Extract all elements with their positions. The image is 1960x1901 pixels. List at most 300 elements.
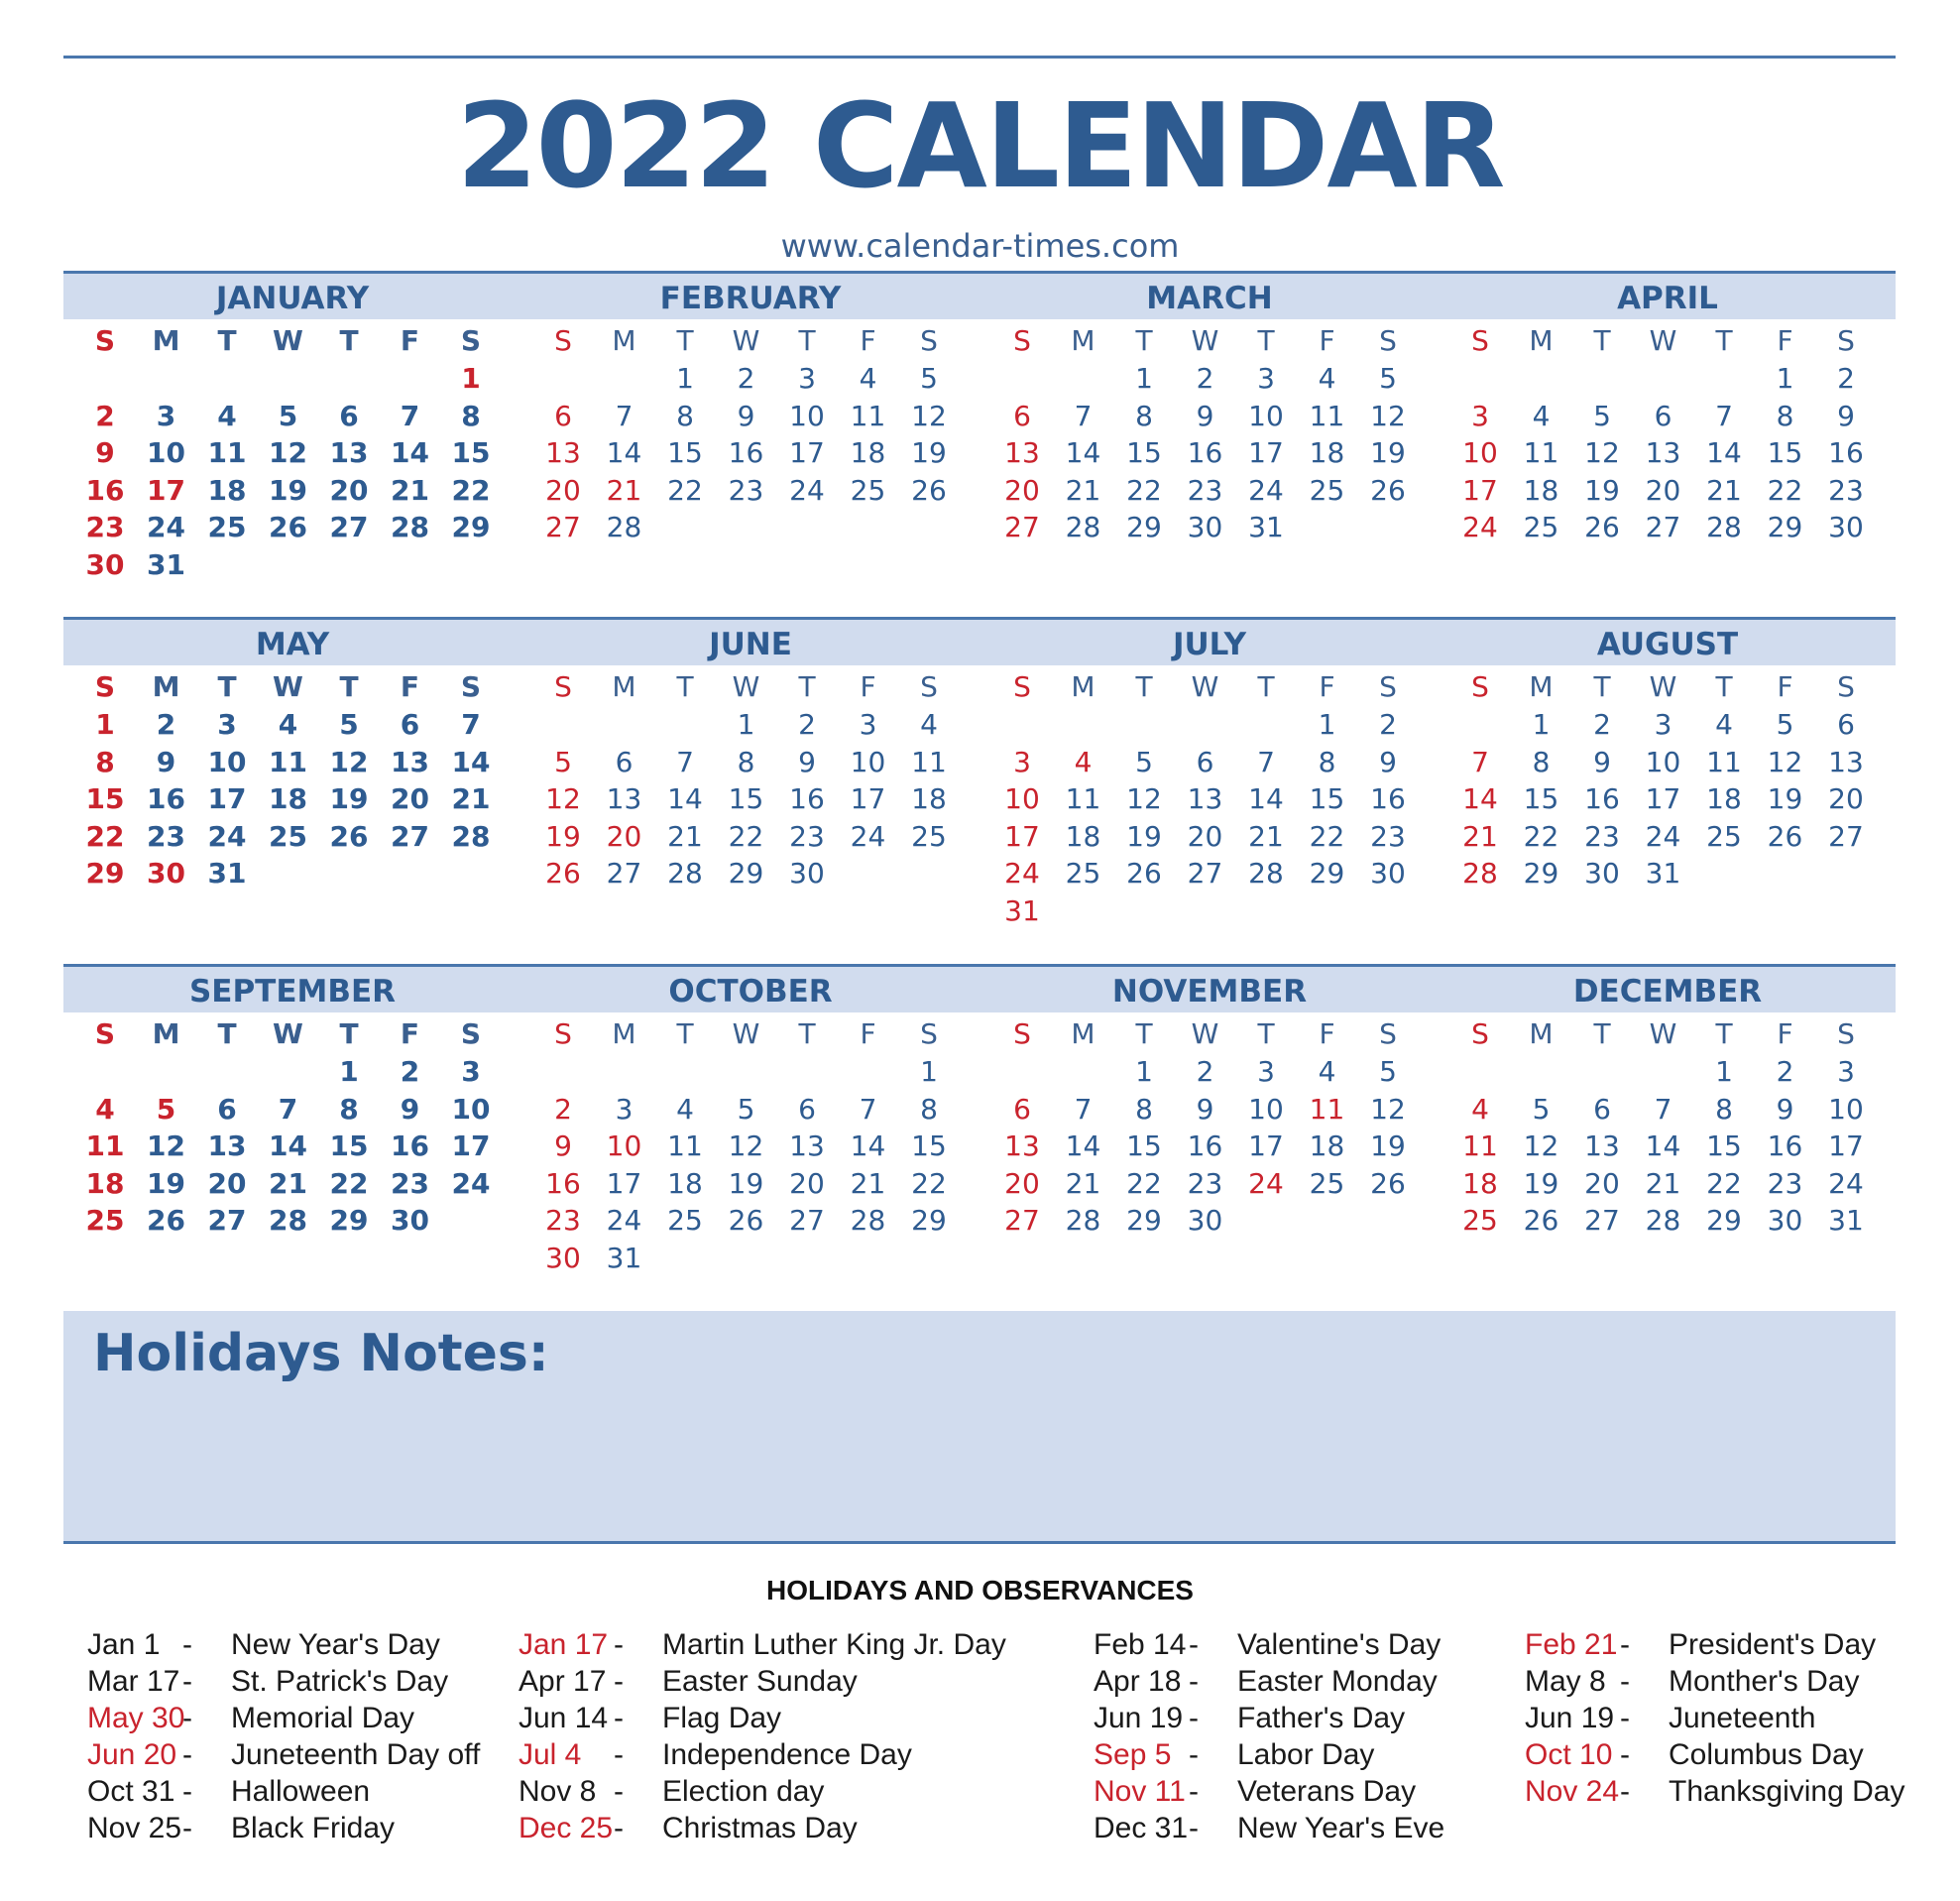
weekday-header: W — [732, 324, 760, 357]
holiday-date: Sep 5 — [1094, 1738, 1172, 1771]
weekday-header: T — [798, 1017, 816, 1050]
day-cell: 27 — [207, 1204, 247, 1238]
day-cell: 17 — [1248, 436, 1284, 470]
holiday-name: New Year's Day — [231, 1628, 440, 1661]
day-cell: 1 — [1715, 1055, 1733, 1088]
holiday-row — [519, 1773, 1034, 1810]
day-cell: 7 — [1257, 745, 1275, 778]
day-cell: 23 — [545, 1204, 581, 1238]
day-cell: 3 — [798, 362, 816, 395]
holiday-date: May 30 — [87, 1702, 185, 1734]
day-cell: 23 — [1370, 819, 1406, 853]
month-name: MAY — [255, 627, 330, 662]
day-cell: 2 — [1196, 1055, 1214, 1088]
holiday-date: Nov 24 — [1525, 1775, 1620, 1808]
day-cell: 11 — [850, 399, 886, 432]
day-cell: 26 — [1584, 511, 1620, 544]
day-cell: 28 — [606, 511, 642, 544]
weekday-header: M — [1071, 324, 1095, 357]
day-cell: 19 — [1370, 436, 1406, 470]
holiday-separator: - — [614, 1775, 624, 1808]
day-cell: 11 — [1065, 782, 1101, 816]
day-cell: 8 — [1776, 399, 1794, 432]
day-cell: 21 — [269, 1166, 307, 1200]
day-cell: 24 — [1828, 1166, 1864, 1200]
day-cell: 6 — [554, 399, 572, 432]
holiday-name: Monther's Day — [1669, 1665, 1860, 1698]
day-cell: 15 — [1767, 436, 1803, 470]
day-cell: 17 — [1828, 1129, 1864, 1163]
holidays-title: HOLIDAYS AND OBSERVANCES — [766, 1575, 1194, 1605]
day-cell: 13 — [1187, 782, 1223, 816]
weekday-header: F — [400, 1017, 420, 1050]
day-cell: 13 — [207, 1129, 247, 1163]
day-cell: 8 — [737, 745, 755, 778]
day-cell: 1 — [737, 708, 755, 741]
day-cell: 9 — [1776, 1092, 1794, 1126]
weekday-header: T — [1135, 670, 1153, 703]
month-name: MARCH — [1146, 281, 1273, 316]
day-cell: 4 — [920, 708, 938, 741]
day-cell: 22 — [1126, 473, 1162, 507]
day-cell: 24 — [789, 473, 825, 507]
day-cell: 19 — [269, 473, 307, 507]
day-cell: 1 — [676, 362, 694, 395]
holiday-row — [1094, 1810, 1609, 1846]
day-cell: 1 — [461, 362, 481, 395]
day-cell: 5 — [1379, 362, 1397, 395]
day-cell: 14 — [1706, 436, 1742, 470]
day-cell: 25 — [1523, 511, 1559, 544]
day-cell: 4 — [278, 708, 298, 741]
day-cell: 22 — [1523, 819, 1559, 853]
weekday-header: F — [1319, 324, 1335, 357]
holiday-separator: - — [1189, 1738, 1199, 1771]
holiday-separator: - — [614, 1665, 624, 1698]
weekday-header: W — [273, 1017, 303, 1050]
day-cell: 30 — [1767, 1204, 1803, 1238]
page-title: 2022 CALENDAR — [456, 77, 1504, 214]
day-cell: 12 — [911, 399, 947, 432]
day-cell: 20 — [606, 819, 642, 853]
weekday-header: W — [732, 1017, 760, 1050]
weekday-header: T — [339, 670, 359, 703]
holiday-date: Jan 1 — [87, 1628, 161, 1661]
day-cell: 8 — [95, 745, 115, 778]
day-cell: 2 — [1776, 1055, 1794, 1088]
day-cell: 21 — [1065, 473, 1101, 507]
day-cell: 18 — [911, 782, 947, 816]
day-cell: 25 — [1706, 819, 1742, 853]
holiday-date: Oct 10 — [1525, 1738, 1613, 1771]
day-cell: 14 — [1065, 436, 1101, 470]
day-cell: 18 — [1706, 782, 1742, 816]
weekday-header: S — [94, 1017, 116, 1050]
day-cell: 27 — [329, 511, 369, 544]
weekday-header: T — [1593, 670, 1611, 703]
day-cell: 7 — [400, 399, 420, 432]
day-cell: 26 — [329, 819, 369, 853]
weekday-header: F — [400, 324, 420, 357]
day-cell: 4 — [217, 399, 237, 432]
day-cell: 26 — [545, 857, 581, 891]
day-cell: 6 — [1013, 399, 1031, 432]
day-cell: 8 — [1318, 745, 1336, 778]
holiday-row — [519, 1736, 1034, 1773]
holidays-column — [519, 1626, 1034, 1846]
weekday-header: S — [460, 324, 482, 357]
day-cell: 8 — [1532, 745, 1551, 778]
weekday-header: W — [1191, 1017, 1219, 1050]
holiday-name: Easter Monday — [1237, 1665, 1438, 1698]
day-cell: 23 — [1828, 473, 1864, 507]
day-cell: 26 — [911, 473, 947, 507]
day-cell: 2 — [95, 399, 115, 432]
day-cell: 11 — [85, 1129, 125, 1163]
holiday-date: Apr 17 — [519, 1665, 607, 1698]
holiday-separator: - — [182, 1665, 192, 1698]
day-cell: 31 — [606, 1242, 642, 1274]
day-cell: 28 — [1462, 857, 1498, 891]
day-cell: 18 — [850, 436, 886, 470]
holiday-row — [1525, 1773, 1960, 1810]
day-cell: 7 — [859, 1092, 877, 1126]
day-cell: 7 — [1654, 1092, 1672, 1126]
day-cell: 27 — [1584, 1204, 1620, 1238]
month-name: APRIL — [1617, 281, 1718, 316]
day-cell: 29 — [451, 511, 491, 544]
day-cell: 21 — [1065, 1166, 1101, 1200]
day-cell: 15 — [85, 782, 125, 816]
weekday-header: S — [1837, 670, 1855, 703]
day-cell: 23 — [789, 819, 825, 853]
day-cell: 3 — [1837, 1055, 1855, 1088]
weekday-header: S — [1837, 1017, 1855, 1050]
day-cell: 1 — [1135, 1055, 1153, 1088]
day-cell: 20 — [1584, 1166, 1620, 1200]
day-cell: 24 — [147, 511, 185, 544]
day-cell: 28 — [269, 1204, 307, 1238]
day-cell: 25 — [207, 511, 247, 544]
holiday-separator: - — [182, 1812, 192, 1844]
day-cell: 22 — [85, 819, 125, 853]
day-cell: 15 — [451, 436, 491, 470]
day-cell: 9 — [737, 399, 755, 432]
month-name: AUGUST — [1596, 627, 1739, 662]
weekday-header: T — [217, 1017, 237, 1050]
day-cell: 29 — [1767, 511, 1803, 544]
weekday-header: T — [1593, 1017, 1611, 1050]
day-cell: 16 — [1370, 782, 1406, 816]
day-cell: 10 — [789, 399, 825, 432]
day-cell: 30 — [147, 857, 185, 891]
weekday-header: T — [1715, 324, 1733, 357]
day-cell: 9 — [554, 1129, 572, 1163]
holiday-separator: - — [1620, 1665, 1630, 1698]
holiday-row — [1525, 1663, 1960, 1700]
day-cell: 2 — [554, 1092, 572, 1126]
day-cell: 8 — [1135, 1092, 1153, 1126]
weekday-header: T — [1135, 1017, 1153, 1050]
day-cell: 30 — [391, 1204, 429, 1238]
day-cell: 28 — [391, 511, 429, 544]
weekday-header: S — [460, 670, 482, 703]
weekday-header: W — [1191, 670, 1219, 703]
weekday-header: F — [1319, 1017, 1335, 1050]
day-cell: 11 — [911, 745, 947, 778]
weekday-header: F — [1777, 670, 1793, 703]
holiday-date: Jun 20 — [87, 1738, 177, 1771]
day-cell: 26 — [1767, 819, 1803, 853]
weekday-header: T — [798, 324, 816, 357]
day-cell: 29 — [1309, 857, 1345, 891]
day-cell: 5 — [737, 1092, 755, 1126]
notes-title: Holidays Notes: — [93, 1324, 549, 1383]
day-cell: 25 — [269, 819, 307, 853]
day-cell: 10 — [1004, 782, 1040, 816]
day-cell: 20 — [207, 1166, 247, 1200]
day-cell: 21 — [1706, 473, 1742, 507]
weekday-header: F — [860, 1017, 876, 1050]
day-cell: 4 — [676, 1092, 694, 1126]
holiday-date: Jun 19 — [1094, 1702, 1184, 1734]
holiday-separator: - — [182, 1775, 192, 1808]
day-cell: 19 — [545, 819, 581, 853]
day-cell: 2 — [400, 1055, 420, 1088]
day-cell: 29 — [1706, 1204, 1742, 1238]
day-cell: 4 — [1471, 1092, 1489, 1126]
day-cell: 23 — [147, 819, 185, 853]
day-cell: 24 — [1004, 857, 1040, 891]
day-cell: 17 — [789, 436, 825, 470]
day-cell: 27 — [1645, 511, 1681, 544]
day-cell: 15 — [329, 1129, 369, 1163]
day-cell: 20 — [1645, 473, 1681, 507]
day-cell: 31 — [1004, 894, 1040, 927]
day-cell: 17 — [207, 782, 247, 816]
day-cell: 10 — [1248, 399, 1284, 432]
day-cell: 30 — [1828, 511, 1864, 544]
day-cell: 30 — [545, 1242, 581, 1274]
day-cell: 23 — [1767, 1166, 1803, 1200]
day-cell: 8 — [461, 399, 481, 432]
day-cell: 31 — [1248, 511, 1284, 544]
holiday-date: Mar 17 — [87, 1665, 180, 1698]
day-cell: 8 — [1715, 1092, 1733, 1126]
day-cell: 22 — [728, 819, 764, 853]
weekday-header: S — [920, 324, 938, 357]
day-cell: 1 — [95, 708, 115, 741]
holiday-row — [519, 1663, 1034, 1700]
holiday-date: Jun 19 — [1525, 1702, 1615, 1734]
day-cell: 22 — [329, 1166, 369, 1200]
day-cell: 9 — [400, 1092, 420, 1126]
weekday-header: S — [1379, 324, 1397, 357]
day-cell: 9 — [1196, 1092, 1214, 1126]
day-cell: 3 — [217, 708, 237, 741]
day-cell: 4 — [1532, 399, 1551, 432]
day-cell: 1 — [1532, 708, 1551, 741]
holiday-separator: - — [1189, 1702, 1199, 1734]
holiday-separator: - — [1620, 1775, 1630, 1808]
weekday-header: T — [217, 324, 237, 357]
weekday-header: F — [400, 670, 420, 703]
weekday-header: S — [920, 670, 938, 703]
day-cell: 19 — [147, 1166, 185, 1200]
month-name: OCTOBER — [668, 974, 833, 1010]
holiday-date: Jul 4 — [519, 1738, 582, 1771]
day-cell: 7 — [676, 745, 694, 778]
weekday-header: M — [1071, 670, 1095, 703]
holiday-name: Father's Day — [1237, 1702, 1406, 1734]
day-cell: 4 — [1715, 708, 1733, 741]
holiday-name: Columbus Day — [1669, 1738, 1864, 1771]
weekday-header: T — [339, 324, 359, 357]
day-cell: 18 — [269, 782, 307, 816]
weekday-header: S — [554, 670, 572, 703]
weekday-header: F — [860, 324, 876, 357]
day-cell: 13 — [1004, 436, 1040, 470]
day-cell: 20 — [789, 1166, 825, 1200]
day-cell: 22 — [911, 1166, 947, 1200]
day-cell: 30 — [789, 857, 825, 891]
day-cell: 23 — [85, 511, 125, 544]
holiday-date: Feb 14 — [1094, 1628, 1187, 1661]
weekday-header: S — [920, 1017, 938, 1050]
day-cell: 6 — [1837, 708, 1855, 741]
day-cell: 2 — [1196, 362, 1214, 395]
day-cell: 28 — [1706, 511, 1742, 544]
day-cell: 29 — [329, 1204, 369, 1238]
day-cell: 5 — [1593, 399, 1611, 432]
day-cell: 14 — [667, 782, 703, 816]
day-cell: 9 — [1379, 745, 1397, 778]
day-cell: 17 — [1004, 819, 1040, 853]
holiday-date: Apr 18 — [1094, 1665, 1182, 1698]
weekday-header: S — [1379, 670, 1397, 703]
weekday-header: S — [554, 324, 572, 357]
day-cell: 5 — [554, 745, 572, 778]
day-cell: 18 — [1309, 436, 1345, 470]
day-cell: 16 — [545, 1166, 581, 1200]
holiday-date: Feb 21 — [1525, 1628, 1618, 1661]
holiday-separator: - — [614, 1702, 624, 1734]
day-cell: 18 — [1462, 1166, 1498, 1200]
day-cell: 27 — [391, 819, 429, 853]
holiday-name: Christmas Day — [662, 1812, 858, 1844]
day-cell: 12 — [545, 782, 581, 816]
day-cell: 24 — [1248, 1166, 1284, 1200]
day-cell: 16 — [789, 782, 825, 816]
day-cell: 2 — [1379, 708, 1397, 741]
day-cell: 23 — [391, 1166, 429, 1200]
holiday-name: Juneteenth Day off — [231, 1738, 481, 1771]
day-cell: 8 — [339, 1092, 359, 1126]
day-cell: 19 — [1523, 1166, 1559, 1200]
holiday-row — [1525, 1736, 1960, 1773]
day-cell: 3 — [1471, 399, 1489, 432]
day-cell: 13 — [1828, 745, 1864, 778]
holiday-row — [1525, 1700, 1960, 1736]
holiday-name: Labor Day — [1237, 1738, 1375, 1771]
weekday-header: F — [1777, 1017, 1793, 1050]
holiday-separator: - — [1189, 1775, 1199, 1808]
day-cell: 12 — [1767, 745, 1803, 778]
weekday-header: M — [612, 324, 636, 357]
day-cell: 24 — [207, 819, 247, 853]
holiday-name: Thanksgiving Day — [1669, 1775, 1905, 1808]
day-cell: 31 — [147, 548, 185, 581]
day-cell: 1 — [339, 1055, 359, 1088]
day-cell: 9 — [95, 436, 115, 470]
day-cell: 13 — [329, 436, 369, 470]
weekday-header: T — [1135, 324, 1153, 357]
holiday-separator: - — [1189, 1628, 1199, 1661]
day-cell: 1 — [920, 1055, 938, 1088]
weekday-header: W — [1649, 324, 1677, 357]
day-cell: 14 — [391, 436, 429, 470]
day-cell: 14 — [1065, 1129, 1101, 1163]
day-cell: 19 — [1584, 473, 1620, 507]
day-cell: 3 — [1013, 745, 1031, 778]
day-cell: 24 — [1645, 819, 1681, 853]
day-cell: 9 — [1593, 745, 1611, 778]
day-cell: 21 — [391, 473, 429, 507]
day-cell: 9 — [798, 745, 816, 778]
weekday-header: T — [798, 670, 816, 703]
day-cell: 14 — [1248, 782, 1284, 816]
day-cell: 11 — [1706, 745, 1742, 778]
day-cell: 22 — [1706, 1166, 1742, 1200]
holiday-separator: - — [1189, 1812, 1199, 1844]
day-cell: 13 — [1004, 1129, 1040, 1163]
day-cell: 29 — [1126, 511, 1162, 544]
day-cell: 25 — [1065, 857, 1101, 891]
holiday-separator: - — [614, 1738, 624, 1771]
day-cell: 18 — [667, 1166, 703, 1200]
day-cell: 9 — [1196, 399, 1214, 432]
weekday-header: T — [1257, 1017, 1275, 1050]
day-cell: 3 — [156, 399, 176, 432]
holidays-column — [1525, 1626, 1960, 1810]
day-cell: 8 — [1135, 399, 1153, 432]
weekday-header: T — [676, 324, 694, 357]
weekday-header: S — [554, 1017, 572, 1050]
day-cell: 21 — [667, 819, 703, 853]
day-cell: 13 — [545, 436, 581, 470]
weekday-header: M — [612, 1017, 636, 1050]
holiday-separator: - — [614, 1628, 624, 1661]
month-name: SEPTEMBER — [188, 974, 397, 1010]
day-cell: 6 — [217, 1092, 237, 1126]
holiday-separator: - — [614, 1812, 624, 1844]
day-cell: 27 — [606, 857, 642, 891]
day-cell: 12 — [1584, 436, 1620, 470]
day-cell: 6 — [1013, 1092, 1031, 1126]
weekday-header: T — [339, 1017, 359, 1050]
day-cell: 15 — [728, 782, 764, 816]
day-cell: 17 — [850, 782, 886, 816]
day-cell: 3 — [1654, 708, 1672, 741]
day-cell: 7 — [278, 1092, 298, 1126]
day-cell: 14 — [1645, 1129, 1681, 1163]
day-cell: 31 — [1828, 1204, 1864, 1238]
holiday-name: New Year's Eve — [1237, 1812, 1445, 1844]
day-cell: 27 — [1004, 511, 1040, 544]
day-cell: 12 — [329, 745, 369, 778]
day-cell: 22 — [667, 473, 703, 507]
holiday-name: Veterans Day — [1237, 1775, 1417, 1808]
